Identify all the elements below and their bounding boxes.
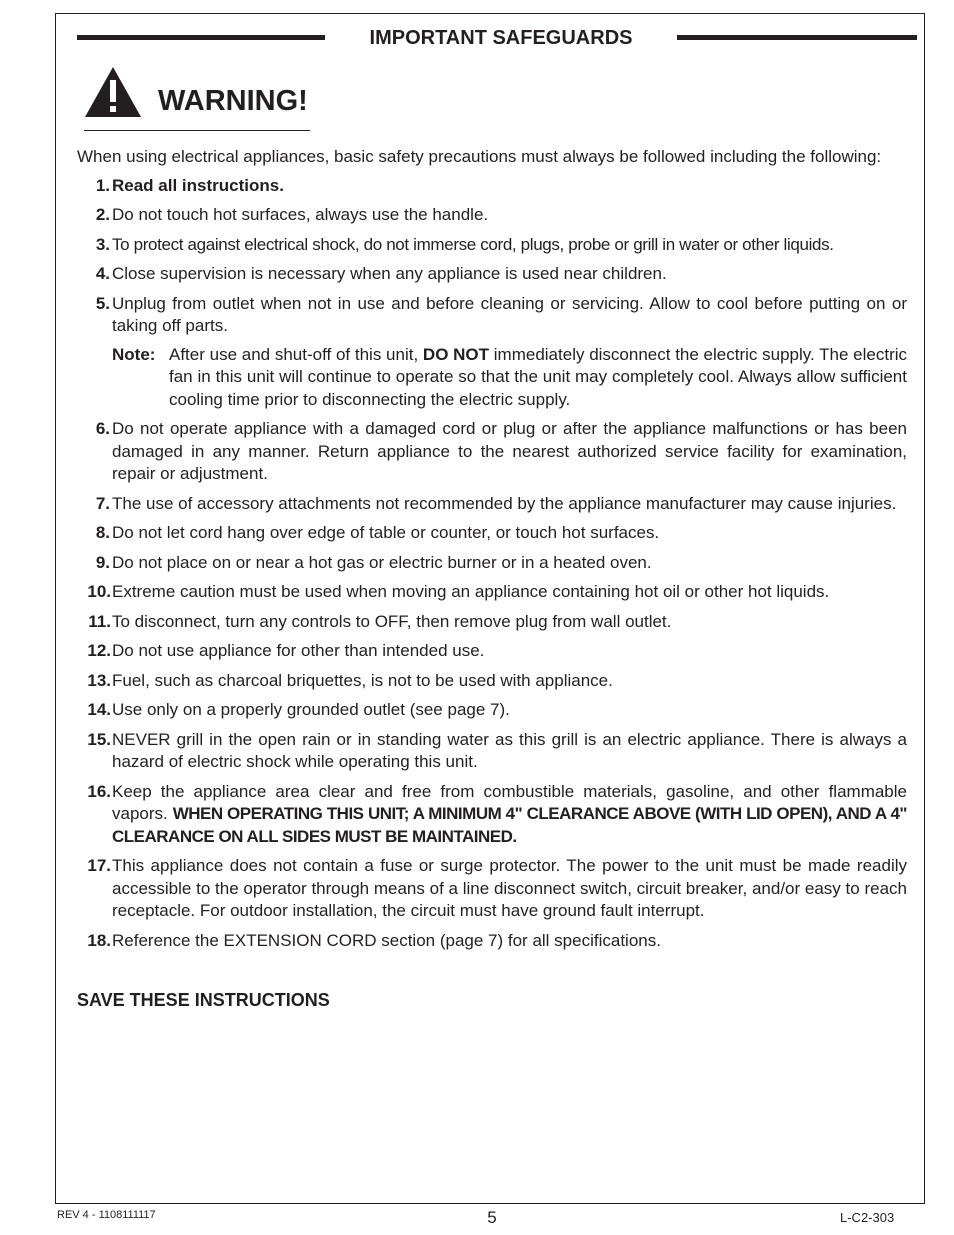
section-header — [77, 24, 917, 52]
item-text: Extreme caution must be used when moving an appliance containing hot oil or other hot liquids. — [112, 582, 830, 601]
item-text: Use only on a properly grounded outlet (see page 7). — [112, 700, 510, 719]
item-text: Reference the EXTENSION CORD section (page 7) for all specifications. — [112, 930, 661, 950]
item-text: The use of accessory attachments not recommended by the appliance manufacturer may cause injuries. — [112, 493, 897, 513]
item-text: NEVER grill in the open rain or in standing water as this grill is an electric appliance. There is always a hazard of electric shock while operating this unit. — [112, 729, 907, 771]
list-item — [77, 263, 907, 286]
item-number: 14. — [87, 700, 111, 719]
list-item — [77, 781, 907, 849]
item-text: Do not place on or near a hot gas or electric burner or in a heated oven. — [112, 552, 652, 572]
revision-code: REV 4 - 1108111117 — [57, 1209, 156, 1221]
list-item — [77, 234, 907, 257]
item-number: 11. — [88, 611, 111, 631]
save-instructions-heading: SAVE THESE INSTRUCTIONS — [77, 990, 330, 1010]
item-text: Do not let cord hang over edge of table or counter, or touch hot surfaces. — [112, 523, 660, 542]
item-number: 17. — [87, 856, 111, 875]
list-item — [77, 581, 907, 604]
list-item — [77, 699, 907, 722]
intro-text: When using electrical appliances, basic safety precautions must always be followed including the following: — [77, 147, 882, 166]
list-item — [77, 930, 907, 953]
item-text: This appliance does not contain a fuse or surge protector. The power to the unit must be made readily accessible to the operator through means of a line disconnect switch, circuit breaker, and/or easy to reach receptacle. For outdoor installation, the circuit must have ground fault interrupt. — [112, 856, 907, 920]
list-item — [77, 855, 907, 923]
list-item — [77, 175, 907, 198]
item-number: 18. — [87, 930, 111, 950]
item-text: Fuel, such as charcoal briquettes, is not to be used with appliance. — [112, 670, 613, 690]
list-item — [77, 293, 907, 338]
item-number: 16. — [87, 781, 111, 801]
page-number: 5 — [487, 1208, 497, 1227]
list-item — [77, 418, 907, 486]
item-number: 5. — [95, 293, 110, 313]
note-label: Note: — [112, 344, 156, 364]
note-text-after: immediately disconnect the electric supply. The electric fan in this unit will continue to operate so that the unit may completely cool. Always allow sufficient cooling time prior to disconnecting the electric supply. — [169, 344, 908, 409]
list-item — [77, 552, 907, 575]
item-text-bold: WHEN OPERATING THIS UNIT; A MINIMUM 4" CLEARANCE ABOVE (WITH LID OPEN), AND A 4" CLEARANCE ON ALL SIDES MUST BE MAINTAINED. — [112, 804, 907, 846]
item-number: 9. — [95, 552, 110, 572]
warning-label: WARNING! — [158, 85, 308, 117]
note-text-bold: DO NOT — [422, 344, 490, 364]
item-text: Keep the appliance area clear and free from combustible materials, gasoline, and other flammable vapors. — [112, 781, 907, 823]
item-number: 8. — [95, 523, 110, 542]
item-number: 4. — [95, 264, 110, 283]
item-number: 2. — [95, 205, 110, 224]
list-item — [77, 522, 907, 545]
list-item — [77, 670, 907, 693]
item-number: 6. — [95, 419, 110, 438]
item-number: 3. — [95, 234, 110, 254]
list-item — [77, 611, 907, 634]
item-text: To disconnect, turn any controls to OFF, then remove plug from wall outlet. — [112, 611, 672, 631]
document-code: L-C2-303 — [840, 1210, 895, 1225]
item-text: To protect against electrical shock, do not immerse cord, plugs, probe or grill in water or other liquids. — [112, 234, 834, 254]
note-block — [77, 344, 907, 412]
item-text: Do not operate appliance with a damaged cord or plug or after the appliance malfunctions or has been damaged in any manner. Return appliance to the nearest authorized service facility for examination, repair or adjustment. — [112, 419, 907, 483]
item-text: Do not use appliance for other than intended use. — [112, 641, 485, 660]
list-item — [77, 640, 907, 663]
safeguards-content — [77, 146, 907, 1012]
warning-block — [84, 62, 310, 131]
item-number: 7. — [95, 493, 110, 513]
header-rule-left — [77, 35, 325, 40]
item-number: 12. — [87, 641, 111, 660]
list-item — [77, 729, 907, 774]
header-rule-right — [677, 35, 917, 40]
note-text-before: After use and shut-off of this unit, — [169, 344, 423, 364]
item-text: Unplug from outlet when not in use and before cleaning or servicing. Allow to cool before putting on or taking off parts. — [112, 293, 907, 335]
item-text: Close supervision is necessary when any appliance is used near children. — [112, 264, 667, 283]
item-number: 15. — [87, 729, 111, 749]
section-title: IMPORTANT SAFEGUARDS — [369, 27, 633, 49]
item-number: 10. — [87, 582, 111, 601]
list-item — [77, 493, 907, 516]
warning-triangle-icon — [84, 66, 142, 118]
list-item — [77, 204, 907, 227]
item-number: 13. — [87, 670, 111, 690]
item-text: Do not touch hot surfaces, always use the handle. — [112, 205, 489, 224]
item-number: 1. — [95, 175, 110, 195]
item-text-bold: Read all instructions. — [112, 175, 284, 195]
